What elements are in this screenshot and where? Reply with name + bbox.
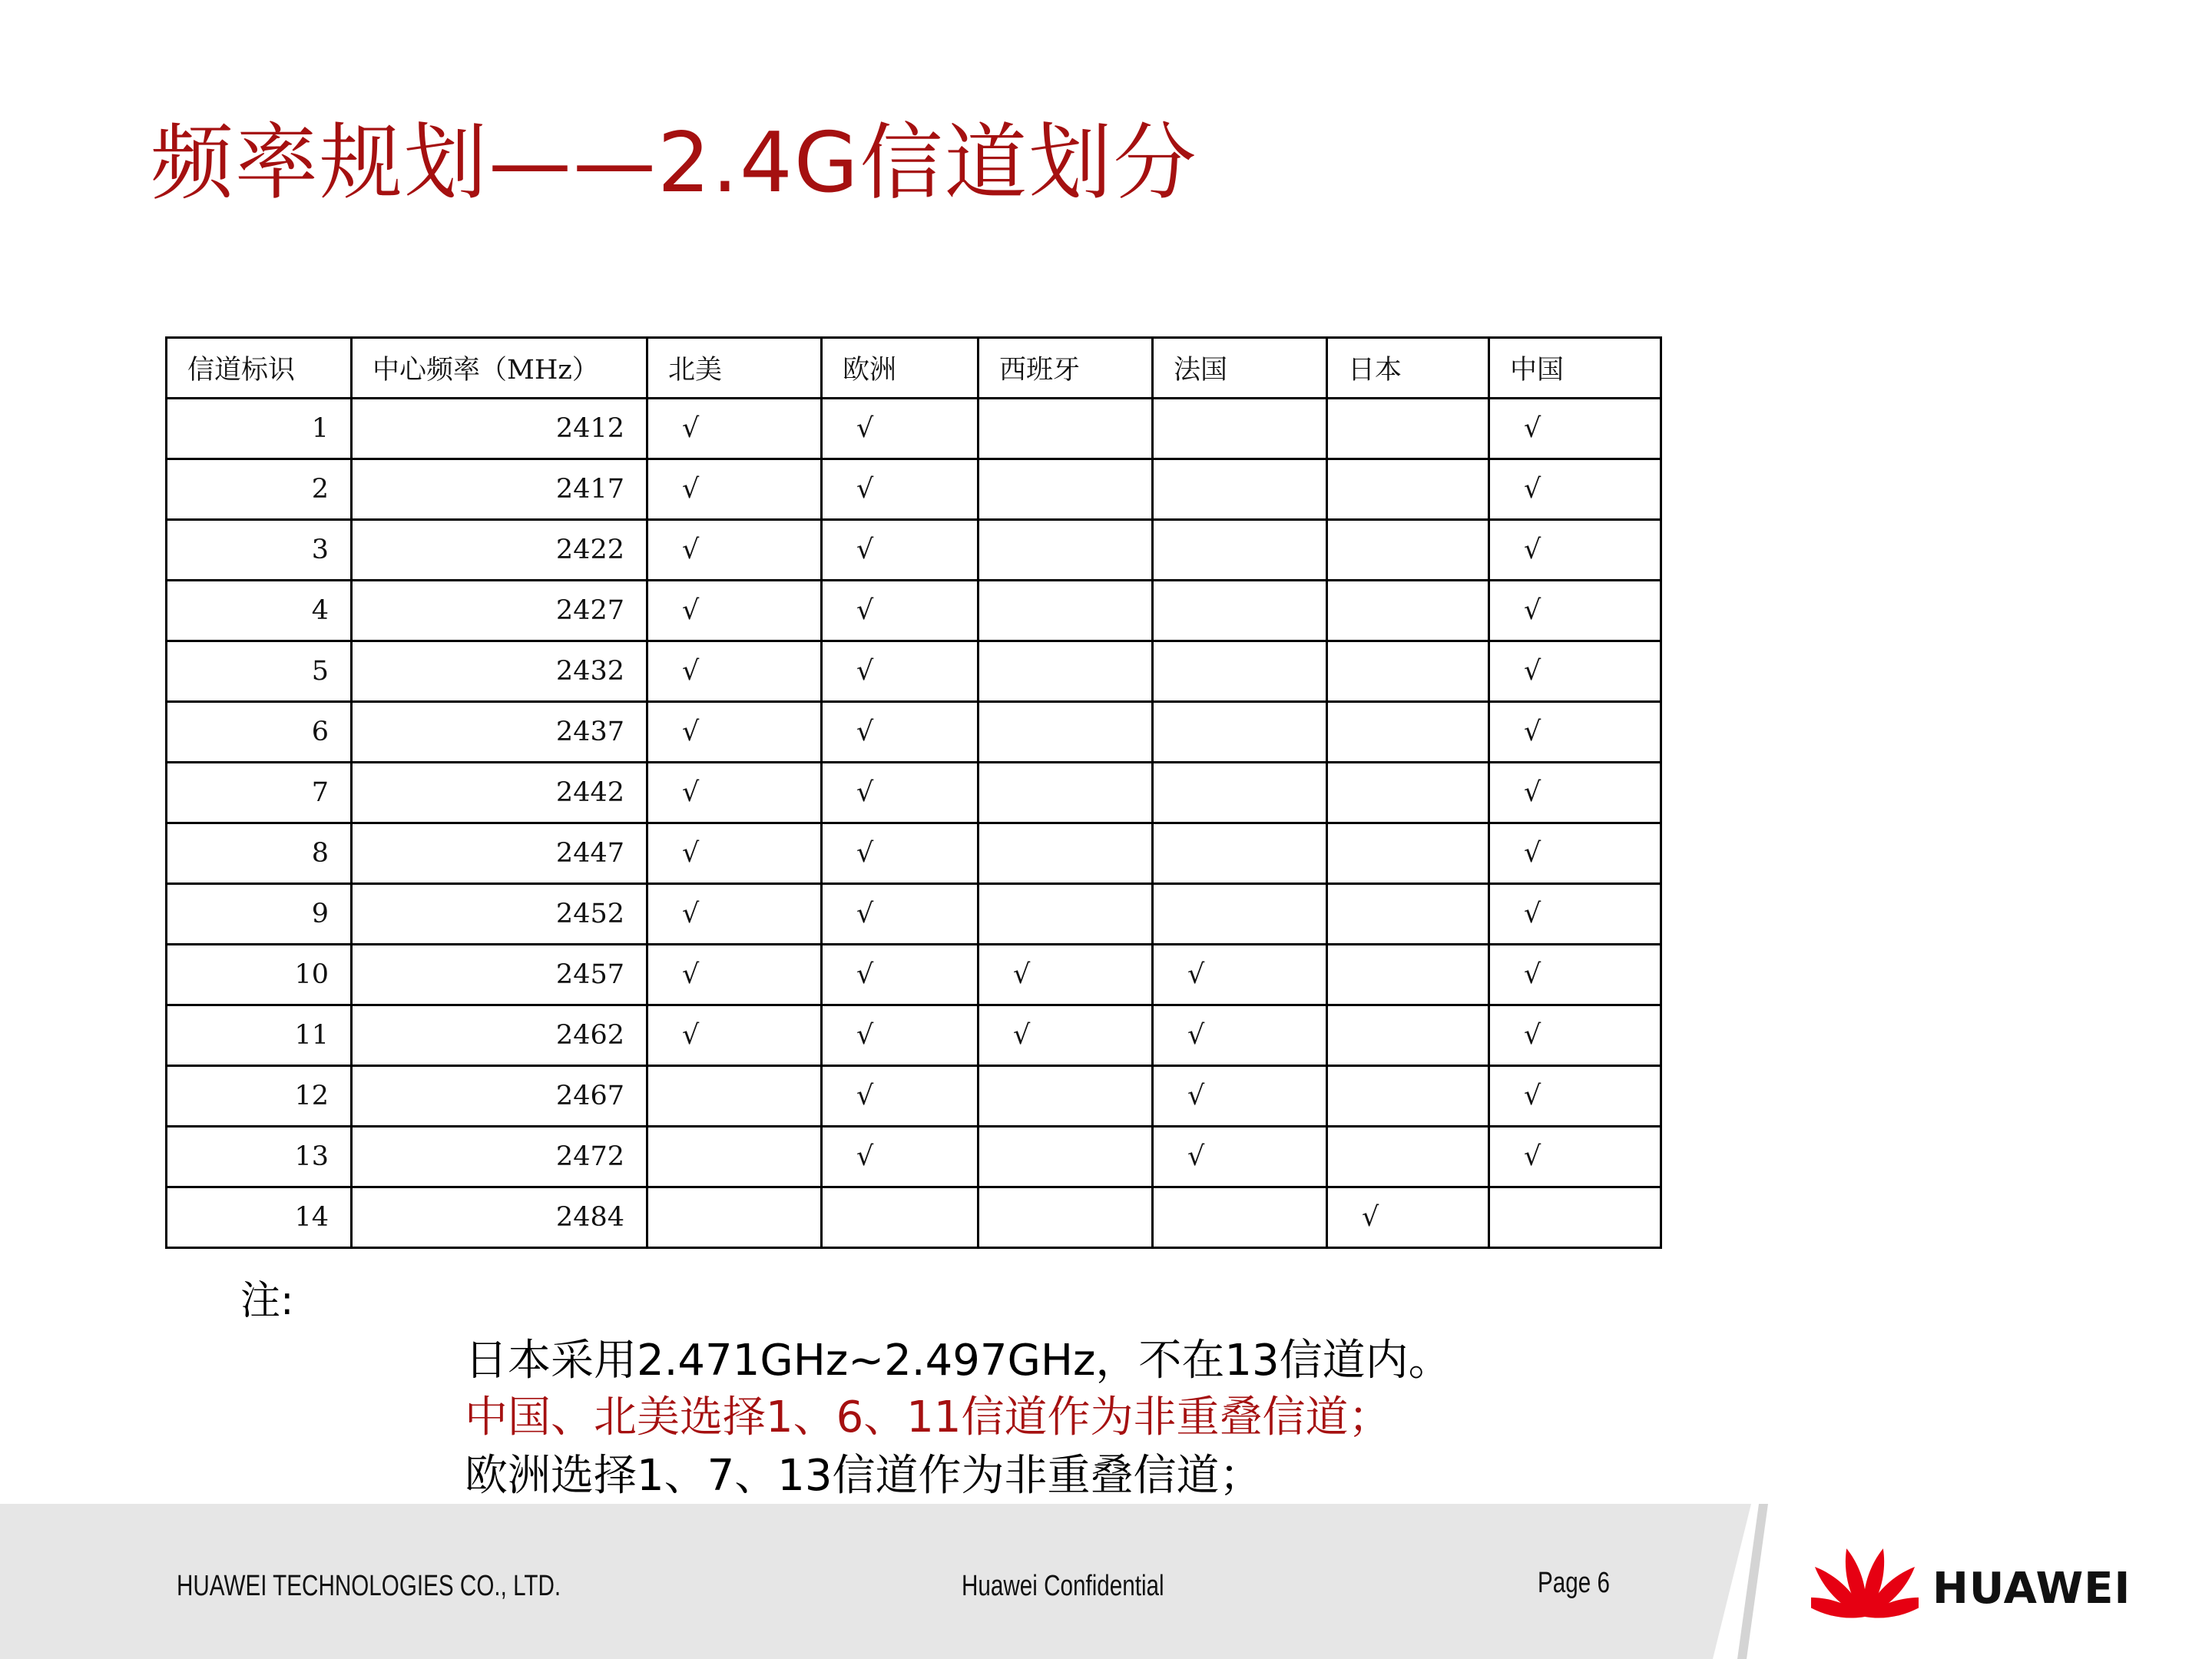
table-cell: √ (1489, 945, 1661, 1005)
table-row (167, 459, 1661, 520)
table-cell: √ (647, 520, 822, 581)
table-cell: √ (647, 884, 822, 945)
table-cell: √ (1489, 641, 1661, 702)
table-cell (979, 1066, 1153, 1127)
table-cell (979, 399, 1153, 459)
table-cell: 2467 (352, 1066, 647, 1127)
table-cell (1327, 1005, 1489, 1066)
table-cell (979, 702, 1153, 763)
table-cell: 14 (167, 1187, 352, 1248)
table-cell: 2472 (352, 1127, 647, 1187)
table-cell: √ (1153, 1005, 1327, 1066)
table-cell: √ (1489, 763, 1661, 823)
table-header-cell: 西班牙 (979, 338, 1153, 399)
table-cell: √ (1153, 1066, 1327, 1127)
table-cell: √ (1489, 702, 1661, 763)
table-header-cell: 欧洲 (822, 338, 979, 399)
table-cell: √ (1489, 1066, 1661, 1127)
table-cell (979, 581, 1153, 641)
table-cell: 6 (167, 702, 352, 763)
table-header-cell: 法国 (1153, 338, 1327, 399)
table-cell (647, 1127, 822, 1187)
table-row (167, 763, 1661, 823)
table-cell (822, 1187, 979, 1248)
table-cell (979, 763, 1153, 823)
table-cell (1327, 459, 1489, 520)
table-cell: 2457 (352, 945, 647, 1005)
table-row (167, 702, 1661, 763)
table-cell (1153, 399, 1327, 459)
table-cell: √ (822, 1127, 979, 1187)
table-cell: 5 (167, 641, 352, 702)
table-cell (1327, 399, 1489, 459)
footer-confidential: Huawei Confidential (962, 1570, 1164, 1602)
table-cell (647, 1187, 822, 1248)
table-cell: √ (822, 945, 979, 1005)
table-header-cell: 中心频率（MHz） (352, 338, 647, 399)
table-cell: √ (822, 823, 979, 884)
table-cell: √ (647, 1005, 822, 1066)
table-cell: √ (647, 702, 822, 763)
table-cell: √ (1489, 520, 1661, 581)
table-row (167, 1066, 1661, 1127)
table-cell: 2484 (352, 1187, 647, 1248)
table-cell (647, 1066, 822, 1127)
note-line-japan: 日本采用2.471GHz~2.497GHz，不在13信道内。 (465, 1336, 1452, 1386)
table-cell (1153, 520, 1327, 581)
table-row (167, 945, 1661, 1005)
table-cell (1327, 1066, 1489, 1127)
table-cell: 2442 (352, 763, 647, 823)
table-cell: √ (822, 399, 979, 459)
table-cell (1327, 641, 1489, 702)
table-cell: √ (822, 641, 979, 702)
table-cell: √ (1153, 945, 1327, 1005)
table-row (167, 823, 1661, 884)
table-cell: √ (979, 945, 1153, 1005)
logo-text: HUAWEI (1932, 1564, 2131, 1614)
table-row (167, 641, 1661, 702)
table-cell (1327, 823, 1489, 884)
table-cell: √ (822, 581, 979, 641)
table-row (167, 1187, 1661, 1248)
table-cell: √ (1489, 884, 1661, 945)
table-cell: 2427 (352, 581, 647, 641)
table-cell (1153, 702, 1327, 763)
table-cell: √ (1489, 1005, 1661, 1066)
table-cell: √ (647, 945, 822, 1005)
table-cell: √ (647, 399, 822, 459)
note-line-china-na: 中国、北美选择1、6、11信道作为非重叠信道； (465, 1392, 1392, 1442)
table-header-cell: 中国 (1489, 338, 1661, 399)
table-cell: √ (822, 520, 979, 581)
table-header-cell: 日本 (1327, 338, 1489, 399)
table-cell (1153, 1187, 1327, 1248)
table-cell (979, 459, 1153, 520)
table-cell: 2452 (352, 884, 647, 945)
table-cell (1153, 459, 1327, 520)
table-header-cell: 信道标识 (167, 338, 352, 399)
table-cell: √ (647, 823, 822, 884)
table-cell (979, 823, 1153, 884)
footer-company: HUAWEI TECHNOLOGIES CO., LTD. (177, 1570, 561, 1602)
table-row (167, 884, 1661, 945)
table-cell: 2432 (352, 641, 647, 702)
page-title: 频率规划——2.4G信道划分 (151, 115, 1198, 211)
note-label: 注: (240, 1278, 294, 1324)
table-cell (1489, 1187, 1661, 1248)
table-cell: 2 (167, 459, 352, 520)
table-cell (1153, 823, 1327, 884)
table-cell (1153, 884, 1327, 945)
table-cell (979, 1187, 1153, 1248)
table-cell: 3 (167, 520, 352, 581)
table-cell: 13 (167, 1127, 352, 1187)
table-cell: 2412 (352, 399, 647, 459)
table-cell (1327, 763, 1489, 823)
table-cell: √ (647, 763, 822, 823)
table-cell (1327, 520, 1489, 581)
table-cell: √ (647, 459, 822, 520)
table-cell: √ (1489, 459, 1661, 520)
table-header-row (167, 338, 1661, 399)
table-cell: 10 (167, 945, 352, 1005)
table-cell (1327, 884, 1489, 945)
table-cell: 8 (167, 823, 352, 884)
table-cell: √ (822, 884, 979, 945)
table-cell (979, 884, 1153, 945)
table-row (167, 520, 1661, 581)
table-cell: √ (1327, 1187, 1489, 1248)
table-cell (979, 641, 1153, 702)
table-cell: √ (1489, 399, 1661, 459)
footer-page-number: Page 6 (1538, 1567, 1610, 1599)
note-line-europe: 欧洲选择1、7、13信道作为非重叠信道； (465, 1451, 1263, 1501)
table-cell (1327, 581, 1489, 641)
table-cell: √ (647, 641, 822, 702)
table-cell: 7 (167, 763, 352, 823)
table-cell (1153, 641, 1327, 702)
table-cell: 2417 (352, 459, 647, 520)
table-cell (979, 1127, 1153, 1187)
table-cell: √ (822, 702, 979, 763)
table-cell: 2437 (352, 702, 647, 763)
table-cell (979, 520, 1153, 581)
table-row (167, 1005, 1661, 1066)
table-cell: √ (822, 763, 979, 823)
table-cell (1153, 581, 1327, 641)
table-cell: √ (822, 1005, 979, 1066)
table-cell (1153, 763, 1327, 823)
table-cell: 2422 (352, 520, 647, 581)
table-cell: √ (822, 459, 979, 520)
table-cell: 4 (167, 581, 352, 641)
table-row (167, 1127, 1661, 1187)
table-row (167, 399, 1661, 459)
table-cell: √ (1489, 1127, 1661, 1187)
table-cell (1327, 702, 1489, 763)
huawei-petal-logo-icon (1811, 1540, 1919, 1624)
table-cell: 9 (167, 884, 352, 945)
table-cell: √ (1153, 1127, 1327, 1187)
table-cell: 2462 (352, 1005, 647, 1066)
table-cell (1327, 1127, 1489, 1187)
table-header-cell: 北美 (647, 338, 822, 399)
table-cell: 1 (167, 399, 352, 459)
table-row (167, 581, 1661, 641)
table-cell: √ (822, 1066, 979, 1127)
table-cell: 12 (167, 1066, 352, 1127)
table-cell (1327, 945, 1489, 1005)
table-cell: √ (1489, 823, 1661, 884)
table-cell: √ (1489, 581, 1661, 641)
channel-table (165, 336, 1662, 1249)
table-cell: √ (979, 1005, 1153, 1066)
table-cell: 2447 (352, 823, 647, 884)
table-cell: 11 (167, 1005, 352, 1066)
table-cell: √ (647, 581, 822, 641)
